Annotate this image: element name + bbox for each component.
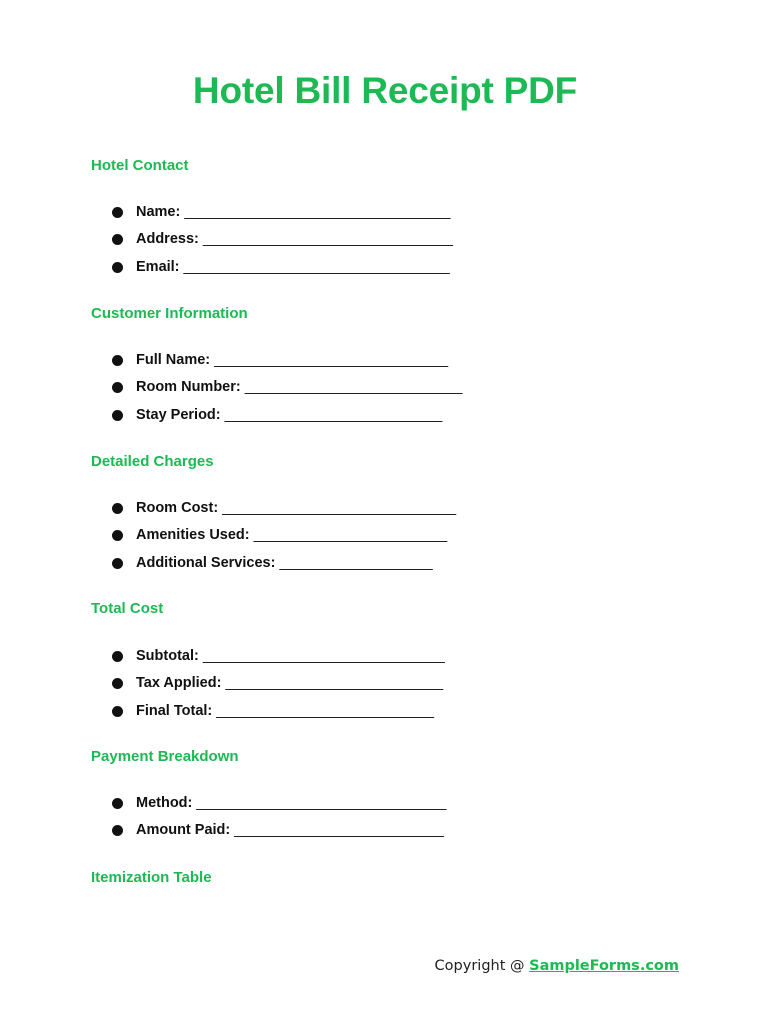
blank-line[interactable]: ___________________________	[244, 379, 463, 396]
bullet-icon	[112, 234, 123, 245]
field-label: Stay Period:	[136, 406, 221, 423]
blank-line[interactable]: ___________________________	[216, 702, 435, 719]
blank-line[interactable]: ___________________________	[225, 675, 444, 692]
field-label: Subtotal:	[136, 648, 199, 664]
blank-line[interactable]: _______________________________	[196, 795, 447, 811]
bullet-icon	[112, 207, 123, 218]
copyright-text: Copyright @	[434, 958, 530, 974]
field-label: Room Number:	[136, 379, 241, 396]
sampleforms-link[interactable]: SampleForms.com	[529, 958, 679, 974]
section-heading-detailed-charges: Detailed Charges	[91, 453, 214, 470]
bullet-icon	[112, 558, 123, 569]
section-heading-hotel-contact: Hotel Contact	[91, 157, 189, 174]
bullet-icon	[112, 530, 123, 541]
field-label: Name:	[136, 204, 181, 220]
field-label: Room Cost:	[136, 500, 219, 516]
blank-line[interactable]: _____________________________	[214, 352, 449, 368]
field-label: Final Total:	[136, 702, 213, 719]
section-heading-itemization-table: Itemization Table	[91, 869, 212, 886]
blank-line[interactable]: _______________________________	[202, 231, 453, 248]
bullet-icon	[112, 706, 123, 717]
bullet-icon	[112, 651, 123, 662]
document-title: Hotel Bill Receipt PDF	[192, 70, 578, 111]
field-label: Additional Services:	[136, 554, 276, 571]
blank-line[interactable]: ___________________	[279, 554, 433, 571]
field-label: Amount Paid:	[136, 822, 231, 839]
section-heading-total-cost: Total Cost	[91, 600, 164, 617]
field-label: Amenities Used:	[136, 527, 250, 544]
copyright-footer	[435, 958, 679, 974]
bullet-icon	[112, 355, 123, 366]
bullet-icon	[112, 798, 123, 809]
blank-line[interactable]: _________________________________	[183, 258, 450, 275]
field-label: Full Name:	[136, 352, 211, 368]
field-label: Method:	[136, 795, 193, 811]
blank-line[interactable]: _________________________________	[184, 204, 451, 220]
bullet-icon	[112, 382, 123, 393]
bullet-icon	[112, 503, 123, 514]
field-label: Address:	[136, 231, 199, 248]
blank-line[interactable]: ________________________	[253, 527, 448, 544]
bullet-icon	[112, 825, 123, 836]
bullet-icon	[112, 678, 123, 689]
blank-line[interactable]: ______________________________	[202, 648, 445, 664]
blank-line[interactable]: ___________________________	[224, 406, 443, 423]
section-heading-payment-breakdown: Payment Breakdown	[91, 748, 239, 765]
section-heading-customer-information: Customer Information	[91, 305, 248, 322]
bullet-icon	[112, 262, 123, 273]
field-label: Tax Applied:	[136, 675, 222, 692]
blank-line[interactable]: __________________________	[234, 822, 444, 839]
blank-line[interactable]: _____________________________	[222, 500, 457, 516]
field-label: Email:	[136, 258, 180, 275]
bullet-icon	[112, 410, 123, 421]
